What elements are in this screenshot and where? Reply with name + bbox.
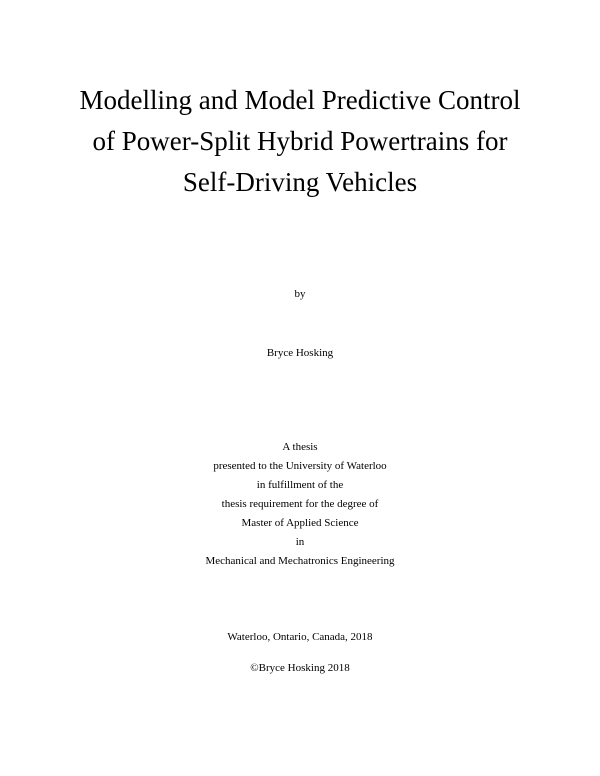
thesis-line: A thesis xyxy=(282,441,318,453)
thesis-statement xyxy=(0,438,600,571)
title-line: Modelling and Model Predictive Control xyxy=(79,85,521,115)
title-line: of Power-Split Hybrid Powertrains for xyxy=(92,126,508,156)
copyright-notice: ©Bryce Hosking 2018 xyxy=(250,662,350,674)
title-line: Self-Driving Vehicles xyxy=(182,167,418,197)
thesis-title xyxy=(0,80,600,203)
thesis-line: presented to the University of Waterloo xyxy=(213,460,387,472)
author-name: Bryce Hosking xyxy=(266,347,334,359)
thesis-line: in xyxy=(295,536,305,548)
thesis-line: in fulfillment of the xyxy=(256,479,344,491)
thesis-line: thesis requirement for the degree of xyxy=(221,498,379,510)
thesis-line: Master of Applied Science xyxy=(241,517,359,529)
place-date: Waterloo, Ontario, Canada, 2018 xyxy=(227,631,373,643)
by-text: by xyxy=(294,288,306,300)
thesis-line: Mechanical and Mechatronics Engineering xyxy=(205,555,395,567)
